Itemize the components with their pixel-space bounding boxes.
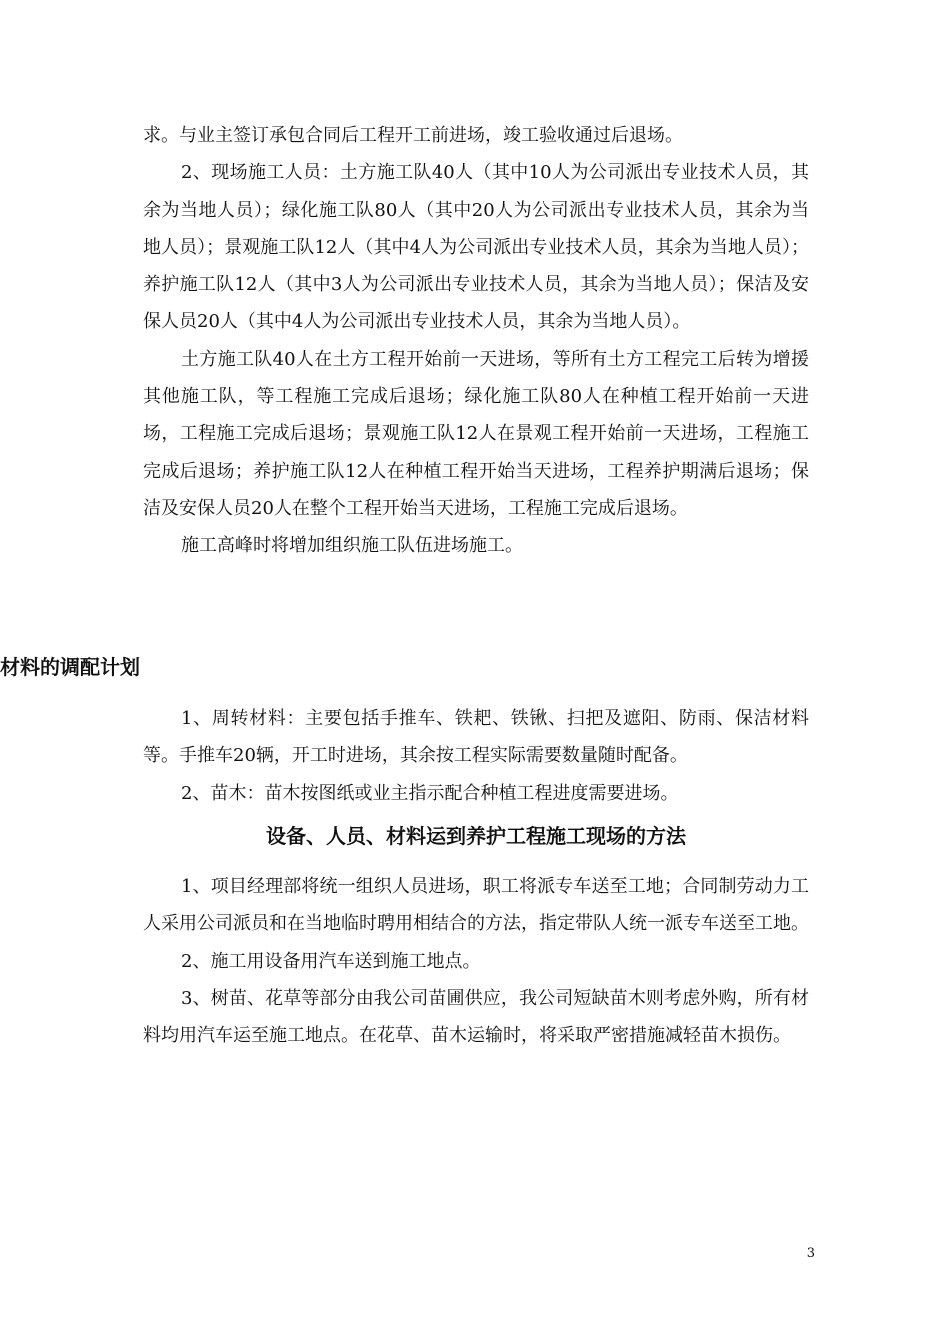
transport-heading: 设备、人员、材料运到养护工程施工现场的方法 xyxy=(266,824,686,848)
transport-section xyxy=(143,868,809,1054)
paragraph-turnover-materials: 1、周转材料：主要包括手推车、铁耙、铁锹、扫把及遮阳、防雨、保洁材料等。手推车20辆，开工时进场，其余按工程实际需要数量随时配备。 xyxy=(143,708,809,767)
materials-heading: 材料的调配计划 xyxy=(0,655,140,679)
paragraph-plants-transport: 3、树苗、花草等部分由我公司苗圃供应，我公司短缺苗木则考虑外购，所有材料均用汽车运至施工地点。在花草、苗木运输时，将采取严密措施减轻苗木损伤。 xyxy=(143,987,809,1047)
paragraph-people-transport: 1、项目经理部将统一组织人员进场，职工将派专车送至工地；合同制劳动力工人采用公司派员和在当地临时聘用相结合的方法，指定带队人统一派专车送至工地。 xyxy=(143,876,809,935)
personnel-section xyxy=(143,117,809,565)
paragraph-site-staff: 2、现场施工人员：土方施工队40人（其中10人为公司派出专业技术人员，其余为当地人员）；绿化施工队80人（其中20人为公司派出专业技术人员，其余为当地人员）；景观施工队12人（其中4人为公司派出专业技术人员，其余为当地人员）；养护施工队12人（其中3人为公司派出专业技术人员，其余为当地人员）；保洁及安保人员20人（其中4人为公司派出专业技术人员，其余为当地人员）。 xyxy=(143,162,809,333)
paragraph-continued: 求。与业主签订承包合同后工程开工前进场，竣工验收通过后退场。 xyxy=(143,125,683,146)
page-number: 3 xyxy=(806,1246,815,1261)
paragraph-equipment-transport: 2、施工用设备用汽车送到施工地点。 xyxy=(181,950,481,972)
paragraph-peak-period: 施工高峰时将增加组织施工队伍进场施工。 xyxy=(181,535,523,557)
materials-section xyxy=(143,700,809,812)
paragraph-seedlings: 2、苗木：苗木按图纸或业主指示配合种植工程进度需要进场。 xyxy=(181,782,679,804)
paragraph-entry-schedule: 土方施工队40人在土方工程开始前一天进场，等所有土方工程完工后转为增援其他施工队，等工程施工完成后退场；绿化施工队80人在种植工程开始前一天进场，工程施工完成后退场；景观施工队12人在景观工程开始前一天进场，工程施工完成后退场；养护施工队12人在种植工程开始当天进场，工程养护期满后退场；保洁及安保人员20人在整个工程开始当天进场，工程施工完成后退场。 xyxy=(143,348,809,519)
